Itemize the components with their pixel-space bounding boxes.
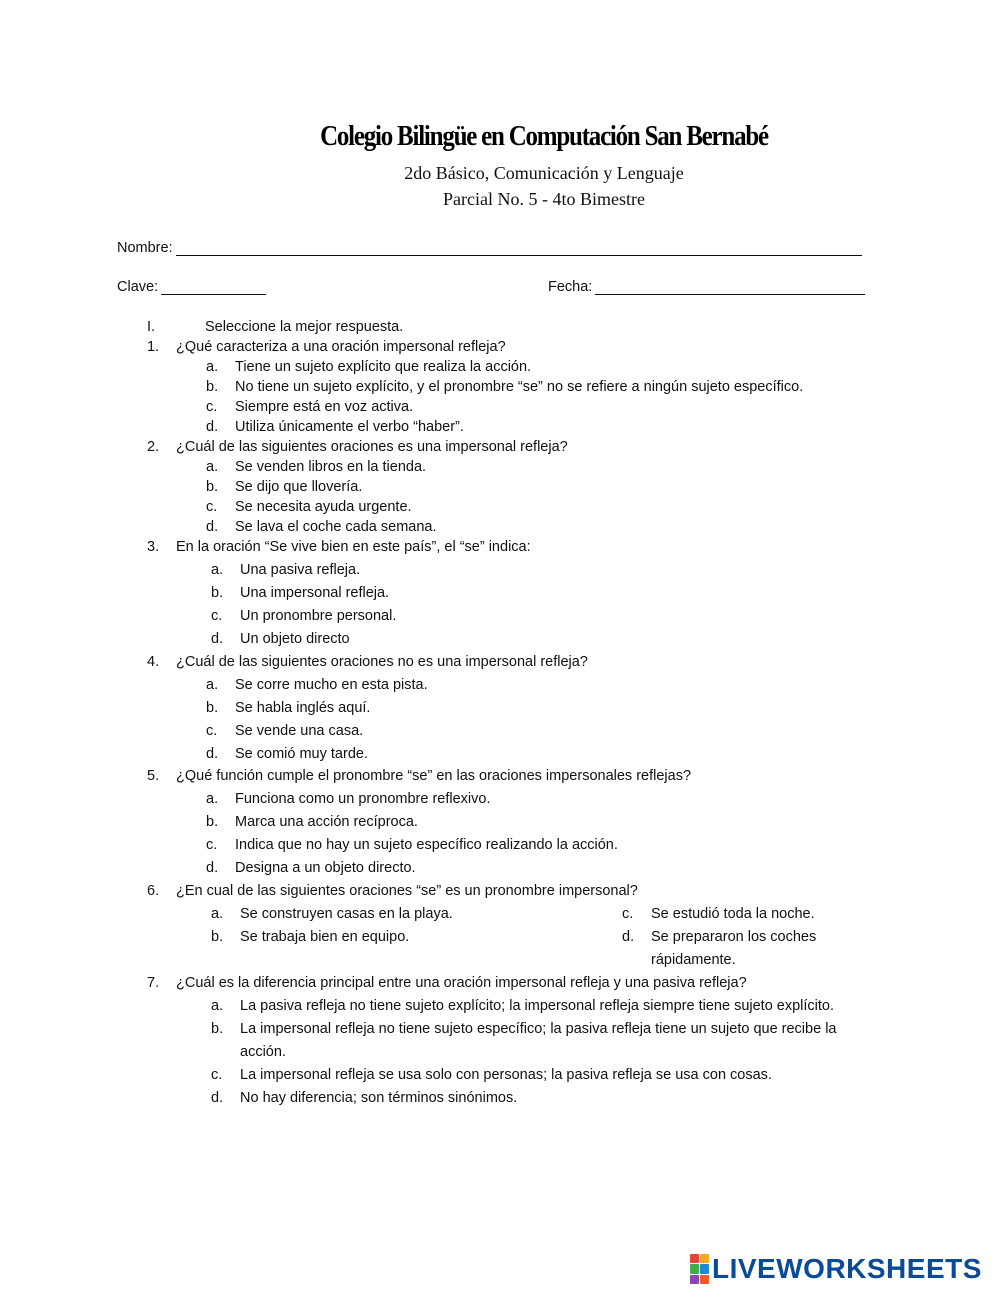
- question-text: En la oración “Se vive bien en este país”, el “se” indica:: [176, 539, 531, 555]
- option-text: No hay diferencia; son términos sinónimos.: [240, 1090, 518, 1106]
- option-letter: d.: [206, 746, 219, 762]
- option-letter: b.: [211, 585, 224, 601]
- option-text: Utiliza únicamente el verbo “haber”.: [235, 419, 464, 435]
- option-text-continued: rápidamente.: [651, 952, 736, 968]
- option-letter: c.: [206, 723, 218, 739]
- logo-block: [690, 1264, 699, 1273]
- option-text: Una impersonal refleja.: [240, 585, 390, 601]
- option-text: Se vende una casa.: [235, 723, 364, 739]
- option-letter: b.: [206, 379, 219, 395]
- option-letter: d.: [622, 929, 635, 945]
- option-letter: b.: [211, 1021, 224, 1037]
- option-letter: a.: [211, 562, 224, 578]
- section-instruction: Seleccione la mejor respuesta.: [205, 319, 404, 335]
- fecha-label: Fecha:: [548, 279, 593, 295]
- nombre-field: [117, 240, 862, 256]
- option-letter: c.: [211, 608, 223, 624]
- option-letter: c.: [622, 906, 634, 922]
- option-text-continued: acción.: [240, 1044, 286, 1060]
- question-text: ¿Qué función cumple el pronombre “se” en las oraciones impersonales reflejas?: [176, 768, 692, 784]
- logo-text: LIVEWORKSHEETS: [712, 1253, 982, 1284]
- option-text: Una pasiva refleja.: [240, 562, 361, 578]
- option-text: Se necesita ayuda urgente.: [235, 499, 412, 515]
- option-text: Tiene un sujeto explícito que realiza la acción.: [235, 359, 532, 375]
- option-letter: b.: [211, 929, 224, 945]
- question-text: ¿En cual de las siguientes oraciones “se” es un pronombre impersonal?: [176, 883, 638, 899]
- question-text: ¿Qué caracteriza a una oración impersonal refleja?: [176, 339, 506, 355]
- liveworksheets-logo-icon: [690, 1254, 709, 1284]
- option-text: Se habla inglés aquí.: [235, 700, 371, 716]
- option-letter: d.: [206, 519, 219, 535]
- option-letter: c.: [206, 837, 218, 853]
- option-text: Se comió muy tarde.: [235, 746, 368, 762]
- fecha-input[interactable]: [595, 281, 865, 295]
- option-letter: d.: [206, 419, 219, 435]
- option-letter: d.: [211, 631, 224, 647]
- option-text: Se venden libros en la tienda.: [235, 459, 427, 475]
- option-text: Se prepararon los coches: [651, 929, 817, 945]
- option-letter: d.: [211, 1090, 224, 1106]
- fecha-field: [548, 279, 865, 295]
- option-text: La impersonal refleja no tiene sujeto específico; la pasiva refleja tiene un sujeto que recibe la: [240, 1021, 837, 1037]
- option-letter: b.: [206, 814, 219, 830]
- option-letter: c.: [211, 1067, 223, 1083]
- question-number: 1.: [147, 339, 160, 355]
- question-number: 7.: [147, 975, 160, 991]
- exam-subtitle: Parcial No. 5 - 4to Bimestre: [443, 189, 645, 209]
- liveworksheets-logo[interactable]: [690, 1253, 982, 1285]
- course-subtitle: 2do Básico, Comunicación y Lenguaje: [404, 163, 684, 183]
- option-text: La impersonal refleja se usa solo con personas; la pasiva refleja se usa con cosas.: [240, 1067, 772, 1083]
- option-text: Se estudió toda la noche.: [651, 906, 815, 922]
- option-text: No tiene un sujeto explícito, y el pronombre “se” no se refiere a ningún sujeto específico.: [235, 379, 804, 395]
- logo-block: [700, 1264, 709, 1273]
- option-letter: a.: [211, 906, 224, 922]
- option-letter: b.: [206, 479, 219, 495]
- option-text: Se construyen casas en la playa.: [240, 906, 453, 922]
- option-letter: d.: [206, 860, 219, 876]
- option-text: Designa a un objeto directo.: [235, 860, 416, 876]
- logo-block: [700, 1275, 709, 1284]
- option-letter: b.: [206, 700, 219, 716]
- section-number: I.: [147, 319, 156, 335]
- question-number: 5.: [147, 768, 160, 784]
- school-title: Colegio Bilingüe en Computación San Bernabé: [320, 120, 768, 152]
- option-text: Se trabaja bien en equipo.: [240, 929, 410, 945]
- question-number: 3.: [147, 539, 160, 555]
- clave-label: Clave:: [117, 279, 159, 295]
- option-letter: a.: [206, 459, 219, 475]
- option-text: La pasiva refleja no tiene sujeto explícito; la impersonal refleja siempre tiene sujeto explícito.: [240, 998, 835, 1014]
- option-text: Indica que no hay un sujeto específico realizando la acción.: [235, 837, 618, 853]
- option-text: Un objeto directo: [240, 631, 350, 647]
- option-text: Un pronombre personal.: [240, 608, 397, 624]
- option-text: Se dijo que llovería.: [235, 479, 363, 495]
- logo-block: [690, 1275, 699, 1284]
- option-letter: a.: [206, 359, 219, 375]
- option-letter: a.: [211, 998, 224, 1014]
- question-number: 4.: [147, 654, 160, 670]
- clave-field: [117, 279, 266, 295]
- option-text: Se lava el coche cada semana.: [235, 519, 437, 535]
- logo-block: [690, 1254, 699, 1263]
- option-text: Funciona como un pronombre reflexivo.: [235, 791, 491, 807]
- question-text: ¿Cuál de las siguientes oraciones no es una impersonal refleja?: [176, 654, 588, 670]
- option-text: Siempre está en voz activa.: [235, 399, 414, 415]
- option-text: Se corre mucho en esta pista.: [235, 677, 428, 693]
- option-letter: a.: [206, 677, 219, 693]
- question-number: 6.: [147, 883, 160, 899]
- logo-block: [700, 1254, 709, 1263]
- question-number: 2.: [147, 439, 160, 455]
- option-text: Marca una acción recíproca.: [235, 814, 418, 830]
- nombre-input[interactable]: [176, 242, 862, 256]
- option-letter: c.: [206, 399, 218, 415]
- clave-input[interactable]: [161, 281, 266, 295]
- nombre-label: Nombre:: [117, 240, 173, 256]
- question-text: ¿Cuál es la diferencia principal entre una oración impersonal refleja y una pasiva refleja?: [176, 975, 747, 991]
- option-letter: a.: [206, 791, 219, 807]
- question-text: ¿Cuál de las siguientes oraciones es una impersonal refleja?: [176, 439, 568, 455]
- option-letter: c.: [206, 499, 218, 515]
